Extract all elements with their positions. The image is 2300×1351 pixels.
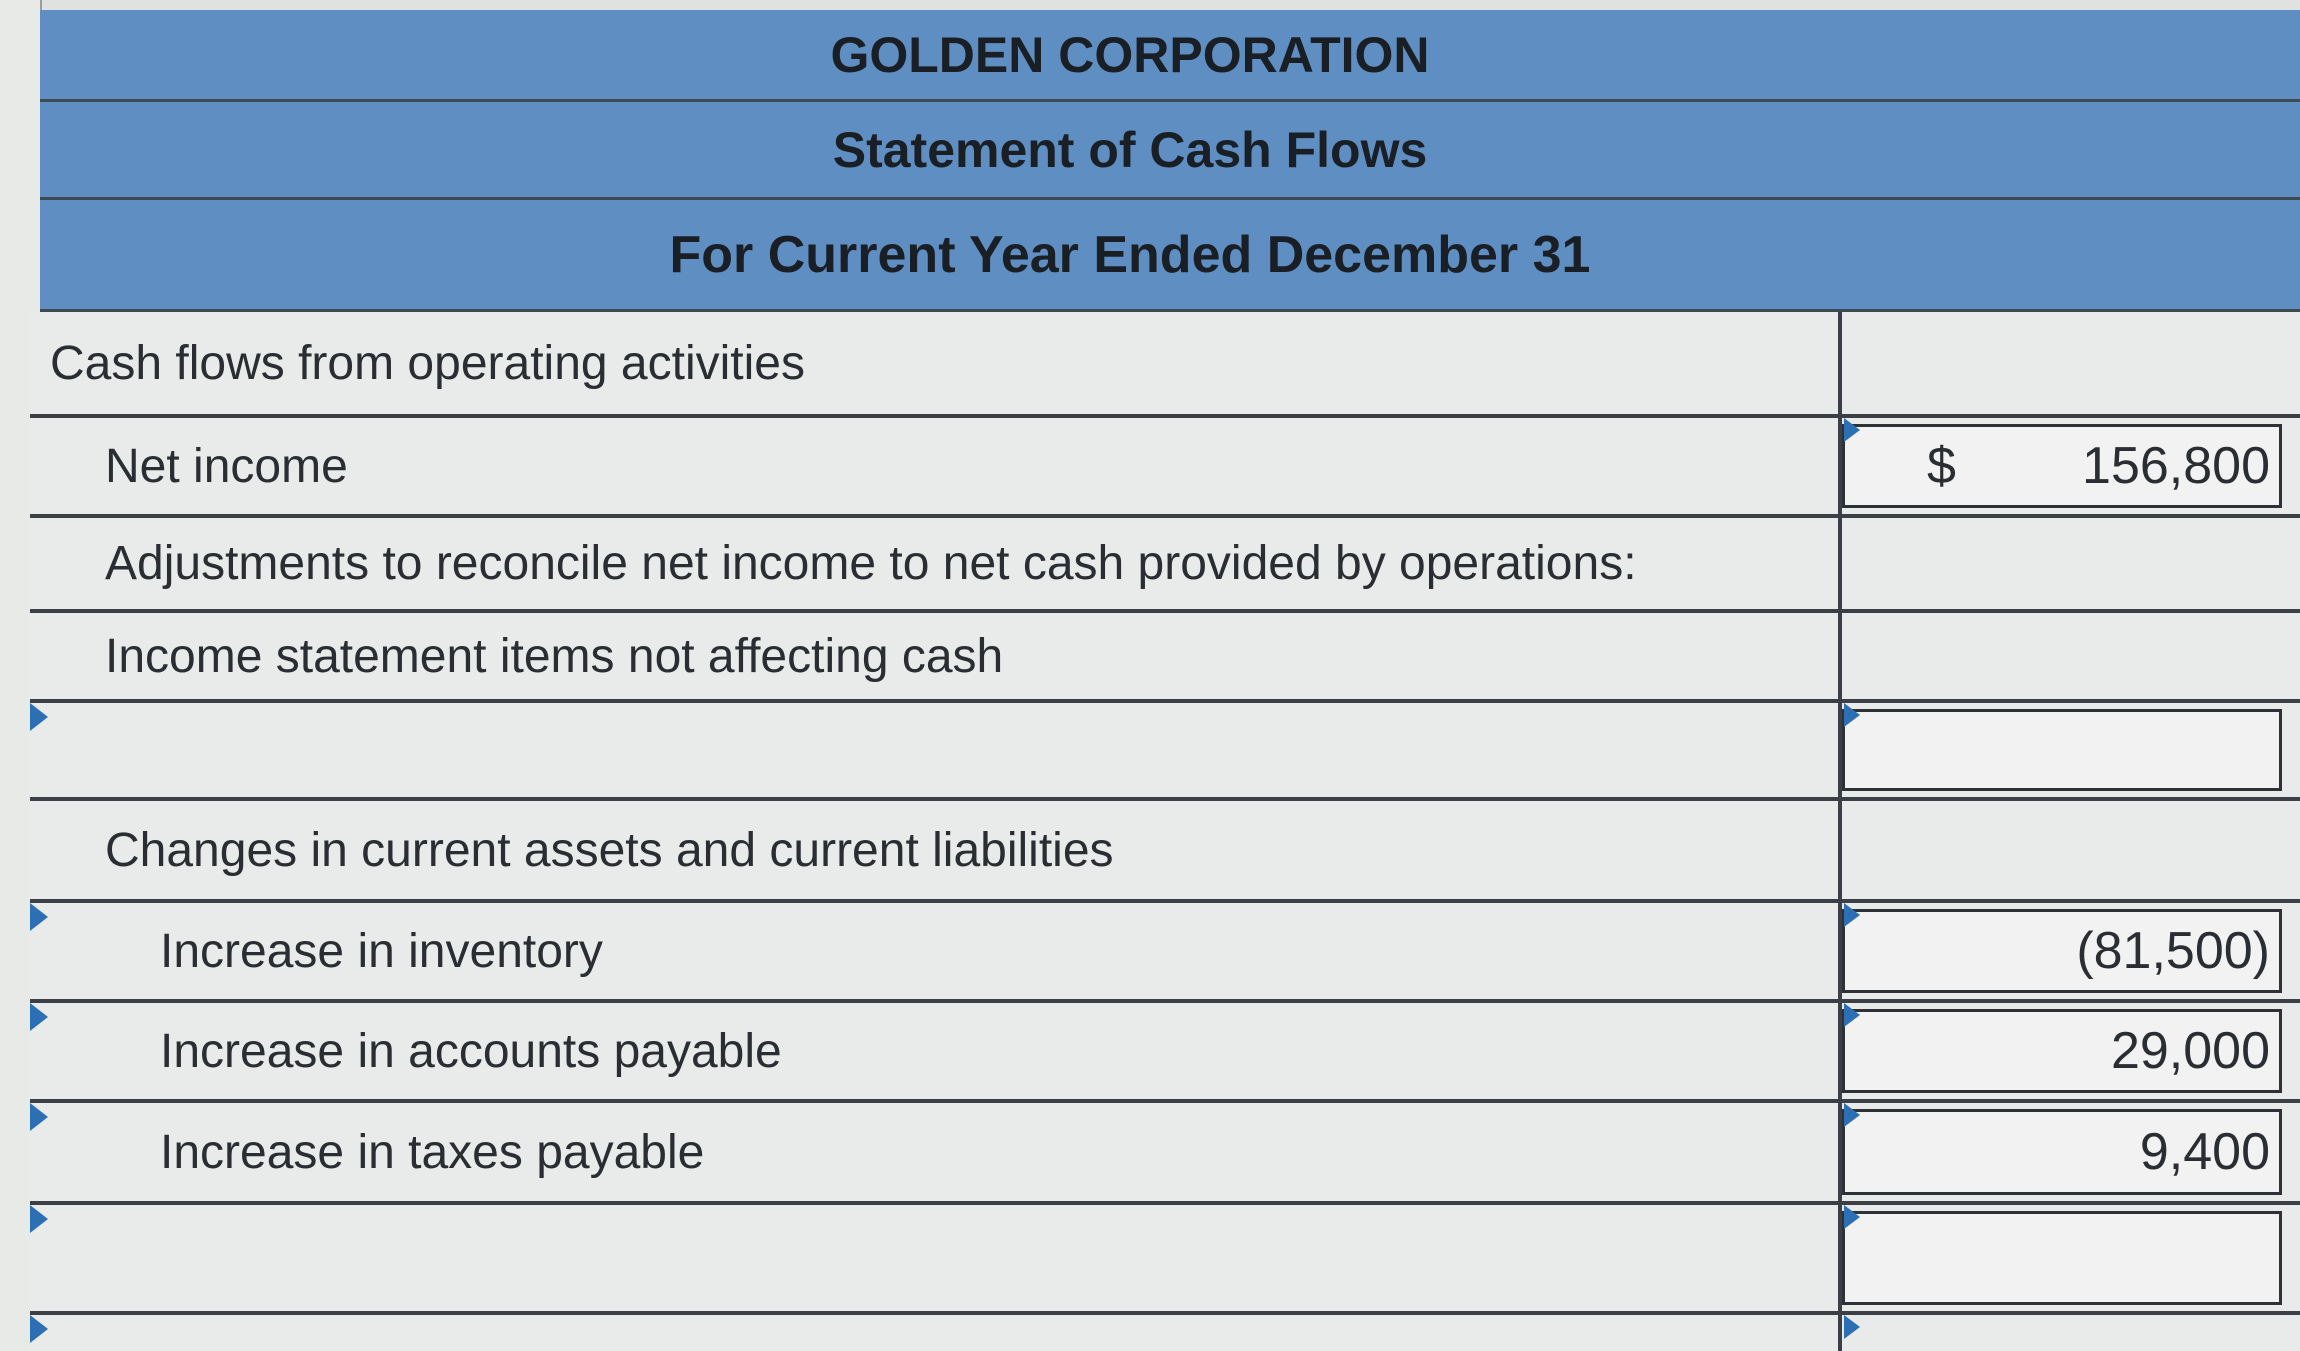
table-row <box>30 1003 2300 1103</box>
amount-cell <box>1842 801 2300 899</box>
row-label-input-cell[interactable] <box>30 903 1842 999</box>
input-marker-icon <box>1844 1315 1860 1339</box>
amount-cell <box>1842 312 2300 414</box>
row-label: Changes in current assets and current liabilities <box>105 823 1114 877</box>
input-marker-icon <box>1844 703 1860 727</box>
input-marker-icon <box>1844 418 1860 442</box>
row-label: Increase in accounts payable <box>160 1024 782 1078</box>
row-label-input-cell[interactable] <box>30 1315 1842 1351</box>
amount-cell <box>1842 613 2300 699</box>
amount-input-cell[interactable] <box>1842 1103 2300 1201</box>
amount-input-box[interactable] <box>1842 709 2282 791</box>
amount-cell <box>1842 518 2300 609</box>
row-label-input-cell[interactable] <box>30 703 1842 797</box>
amount-value: 9,400 <box>2139 1123 2270 1181</box>
input-marker-icon <box>1844 903 1860 927</box>
statement-period-header <box>40 200 2300 312</box>
table-row <box>30 1103 2300 1205</box>
row-label-input-cell[interactable] <box>30 1205 1842 1311</box>
amount-value: 156,800 <box>2082 437 2270 495</box>
amount-input-cell[interactable] <box>1842 903 2300 999</box>
statement-title: Statement of Cash Flows <box>832 121 1428 178</box>
table-row <box>30 1205 2300 1315</box>
input-marker-icon <box>30 1205 48 1233</box>
row-label: Increase in inventory <box>160 924 603 978</box>
table-row <box>30 1315 2300 1351</box>
row-label-cell <box>30 518 1842 609</box>
row-label: Increase in taxes payable <box>160 1125 705 1179</box>
company-name: GOLDEN CORPORATION <box>830 26 1430 83</box>
amount-input-cell[interactable] <box>1842 1205 2300 1311</box>
amount-input-cell[interactable] <box>1842 418 2300 514</box>
table-row <box>30 518 2300 613</box>
input-marker-icon <box>1844 1103 1860 1127</box>
input-marker-icon <box>30 1103 48 1131</box>
amount-input-box[interactable] <box>1842 1211 2282 1305</box>
statement-title-header <box>40 102 2300 200</box>
table-row <box>30 703 2300 801</box>
amount-input-cell[interactable] <box>1842 1003 2300 1099</box>
row-label-cell <box>30 613 1842 699</box>
amount-value: 29,000 <box>2110 1022 2270 1080</box>
table-row <box>30 903 2300 1003</box>
table-row <box>30 312 2300 418</box>
input-marker-icon <box>1844 1205 1860 1229</box>
amount-input-cell[interactable] <box>1842 1315 2300 1351</box>
table-row <box>30 418 2300 518</box>
row-label-cell <box>30 801 1842 899</box>
row-label: Cash flows from operating activities <box>50 336 805 390</box>
row-label-input-cell[interactable] <box>30 1003 1842 1099</box>
input-marker-icon <box>30 1315 48 1343</box>
amount-input-cell[interactable] <box>1842 703 2300 797</box>
company-name-header <box>40 10 2300 102</box>
input-marker-icon <box>30 703 48 731</box>
row-label: Income statement items not affecting cash <box>105 629 1004 683</box>
row-label: Adjustments to reconcile net income to net cash provided by operations: <box>105 537 1637 590</box>
row-label-input-cell[interactable] <box>30 1103 1842 1201</box>
input-marker-icon <box>1844 1003 1860 1027</box>
amount-value: (81,500) <box>2076 922 2270 980</box>
row-label: Net income <box>105 439 348 493</box>
statement-period: For Current Year Ended December 31 <box>669 225 1591 284</box>
table-row <box>30 613 2300 703</box>
table-row <box>30 801 2300 903</box>
row-label-cell[interactable] <box>30 418 1842 514</box>
currency-symbol: $ <box>1927 437 1956 495</box>
input-marker-icon <box>30 1003 48 1031</box>
input-marker-icon <box>30 903 48 931</box>
row-label-cell <box>30 312 1842 414</box>
